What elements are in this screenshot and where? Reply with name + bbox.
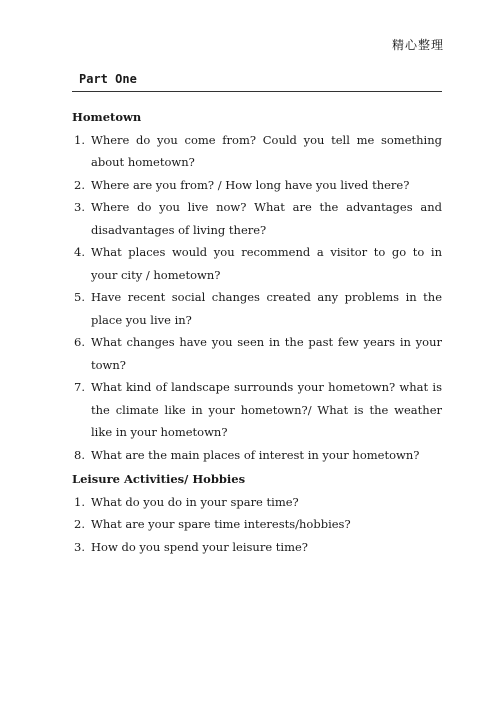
list-item <box>72 129 442 174</box>
item-text: What are your spare time interests/hobbies? <box>91 517 351 531</box>
item-number: 8. <box>74 447 85 462</box>
item-text: What do you do in your spare time? <box>91 494 299 509</box>
list-item <box>72 286 442 331</box>
list-item <box>72 536 442 559</box>
list-item <box>72 196 442 241</box>
section-heading-hometown: Hometown <box>72 110 142 124</box>
item-text: What changes have you seen in the past few years in your town? <box>91 335 442 372</box>
item-number: 3. <box>74 539 85 554</box>
list-item <box>72 376 442 444</box>
item-number: 4. <box>74 245 85 259</box>
item-text: Where do you live now? What are the advantages and disadvantages of living there? <box>91 200 442 237</box>
divider <box>72 91 442 92</box>
section-heading-leisure: Leisure Activities/ Hobbies <box>72 472 246 486</box>
list-item <box>72 491 442 514</box>
document-body <box>72 104 442 558</box>
item-number: 6. <box>74 335 85 349</box>
item-number: 1. <box>74 494 85 509</box>
item-number: 2. <box>74 177 85 192</box>
list-item <box>72 174 442 197</box>
question-list-leisure <box>72 491 442 559</box>
item-text: How do you spend your leisure time? <box>91 539 308 554</box>
item-number: 2. <box>74 517 85 531</box>
item-text: What places would you recommend a visitor to go to in your city / hometown? <box>91 245 442 282</box>
item-number: 7. <box>74 380 85 394</box>
item-text: Where are you from? / How long have you lived there? <box>91 177 410 192</box>
item-text: What are the main places of interest in your hometown? <box>91 447 420 462</box>
part-title: Part One <box>79 72 137 86</box>
item-number: 3. <box>74 200 85 214</box>
list-item <box>72 241 442 286</box>
list-item <box>72 444 442 467</box>
list-item <box>72 331 442 376</box>
item-text: Have recent social changes created any problems in the place you live in? <box>91 290 442 327</box>
list-item <box>72 513 442 536</box>
question-list-hometown <box>72 129 442 467</box>
page-header: 精心整理 <box>391 38 444 52</box>
item-number: 1. <box>74 132 85 147</box>
item-text: What kind of landscape surrounds your hometown? what is the climate like in your hometown?/ What is the weather like in your hometown? <box>91 380 442 439</box>
item-text: Where do you come from? Could you tell me something about hometown? <box>91 132 442 169</box>
item-number: 5. <box>74 290 85 304</box>
